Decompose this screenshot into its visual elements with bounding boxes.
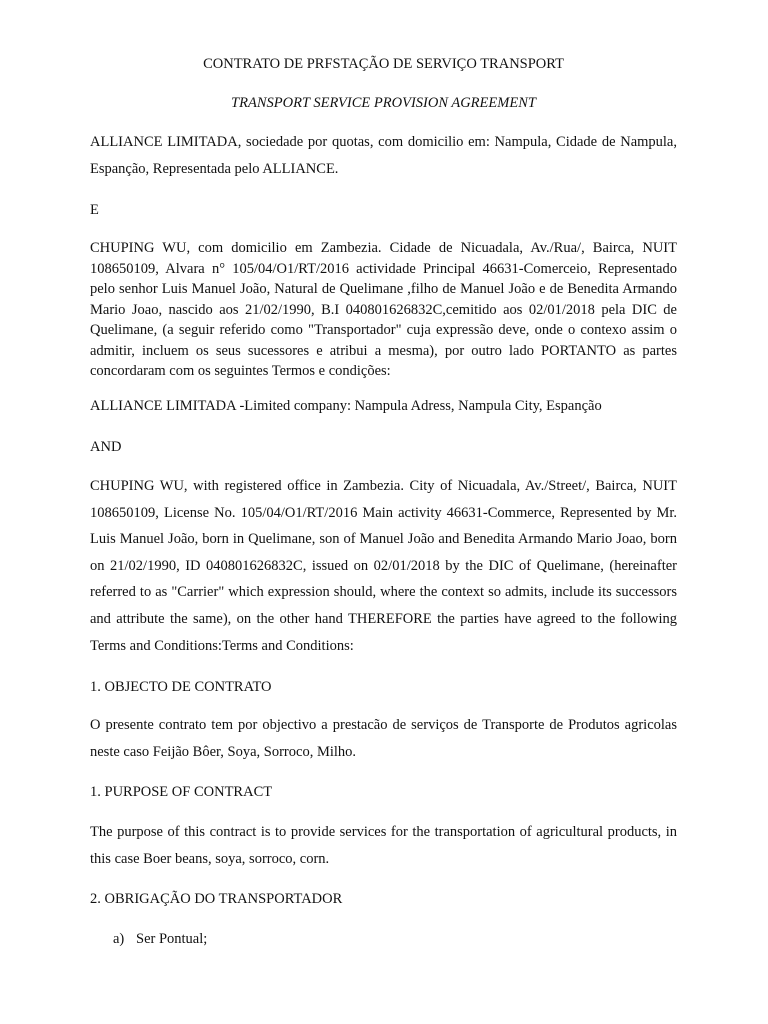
section1-body-en: The purpose of this contract is to provide services for the transportation of agricultural products, in this case Boer beans, soya, sorroco, corn.: [90, 824, 677, 867]
list-item-text: Ser Pontual;: [136, 931, 208, 947]
section2-heading-pt: 2. OBRIGAÇÃO DO TRANSPORTADOR: [90, 891, 343, 907]
section1-body-pt: O presente contrato tem por objectivo a prestacão de serviços de Transporte de Produtos agricolas neste caso Feijão Bôer, Soya, Sorroco, Milho.: [90, 717, 677, 760]
section1-heading-pt: 1. OBJECTO DE CONTRATO: [90, 679, 272, 695]
list-marker: a): [113, 931, 125, 947]
conjunction-en: AND: [90, 439, 122, 455]
party1-pt-paragraph: ALLIANCE LIMITADA, sociedade por quotas, com domicilio em: Nampula, Cidade de Nampula, Espanção, Representada pelo ALLIANCE.: [90, 134, 677, 177]
party2-en-paragraph: CHUPING WU, with registered office in Zambezia. City of Nicuadala, Av./Street/, Bairca, NUIT 108650109, License No. 105/04/O1/RT/2016 Main activity 46631-Commerce, Represented by Mr. Luis Manuel João, born in Quelimane, son of Manuel João and Benedita Armando Mario Joao, born on 21/02/1990, ID 040801626832C, issued on 02/01/2018 by the DIC of Quelimane, (hereinafter referred to as "Carrier" which expression should, where the context so admits, include its successors and attribute the same), on the other hand THEREFORE the parties have agreed to the following Terms and Conditions:Terms and Conditions:: [90, 478, 677, 654]
contract-subtitle: TRANSPORT SERVICE PROVISION AGREEMENT: [231, 95, 536, 111]
section1-heading-en: 1. PURPOSE OF CONTRACT: [90, 784, 273, 800]
conjunction-pt: E: [90, 202, 99, 218]
contract-title: CONTRATO DE PRFSTAÇÃO DE SERVIÇO TRANSPORT: [203, 56, 564, 72]
party2-pt-paragraph: CHUPING WU, com domicilio em Zambezia. Cidade de Nicuadala, Av./Rua/, Bairca, NUIT 108650109, Alvara n° 105/04/O1/RT/2016 actividade Principal 46631-Comerceio, Representado pelo senhor Luis Manuel João, Natural de Quelimane ,filho de Manuel João e de Benedita Armando Mario Joao, nascido aos 21/02/1990, B.I 040801626832C,cemitido aos 02/01/2018 pela DIC de Quelimane, (a seguir referido como "Transportador" cuja expressão deve, onde o contexo assim o admitir, incluem os seus sucessores e atribui a mesma), por outro lado PORTANTO as partes concordaram com os seguintes Termos e condições:: [90, 240, 677, 379]
party1-en-paragraph: ALLIANCE LIMITADA -Limited company: Nampula Adress, Nampula City, Espanção: [90, 398, 602, 414]
list-item: [113, 929, 207, 949]
